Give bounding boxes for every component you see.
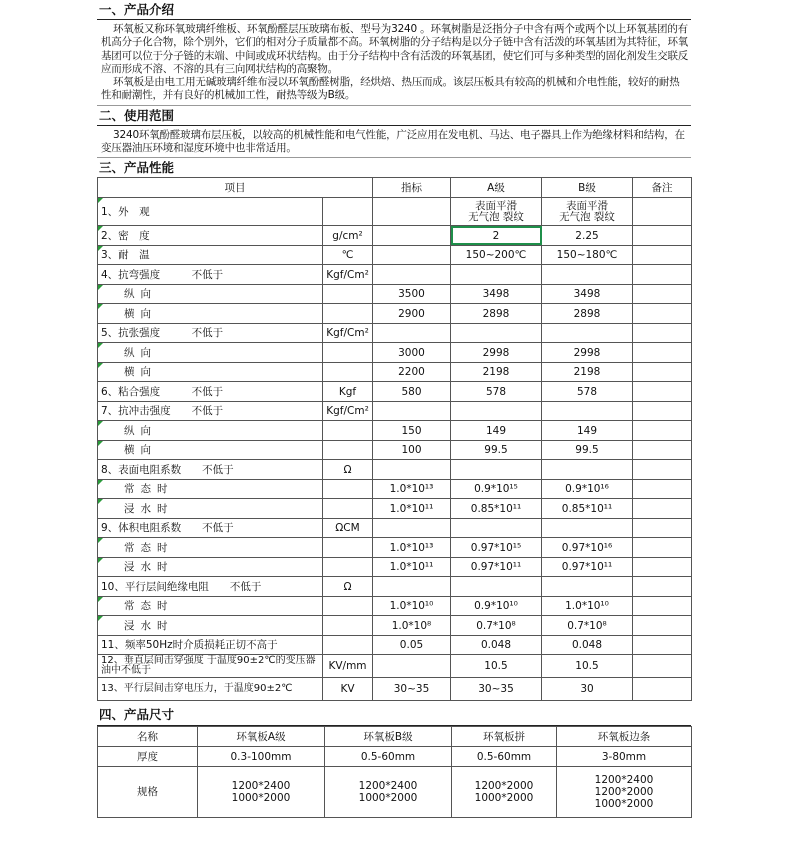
perf-row	[98, 440, 692, 460]
size-header-pin: 环氧板拼	[452, 727, 557, 747]
perf-item-label: 5、抗张强度 不低于	[98, 323, 323, 343]
perf-unit	[323, 479, 373, 499]
perf-item-label: 3、耐 温	[98, 245, 323, 265]
size-row	[98, 767, 692, 818]
perf-note	[633, 479, 692, 499]
perf-row	[98, 635, 692, 655]
perf-grade-b-value: 2898	[542, 304, 633, 324]
perf-note	[633, 538, 692, 558]
perf-item-label: 浸水时	[98, 616, 323, 636]
perf-grade-a-value: 0.7*10⁸	[451, 616, 542, 636]
perf-grade-a-value: 0.9*10¹⁵	[451, 479, 542, 499]
perf-item-label: 2、密 度	[98, 226, 323, 246]
perf-note	[633, 265, 692, 285]
section-title-performance: 三、产品性能	[99, 160, 175, 176]
perf-grade-b-value: 149	[542, 421, 633, 441]
perf-note	[633, 304, 692, 324]
perf-std-value	[373, 460, 451, 480]
perf-note	[633, 655, 692, 678]
perf-note	[633, 245, 692, 265]
perf-grade-b-value: 0.97*10¹¹	[542, 557, 633, 577]
perf-row	[98, 518, 692, 538]
perf-grade-b-value: 30	[542, 678, 633, 701]
perf-header-a: A级	[451, 178, 542, 198]
size-value: 1200*2400 1000*2000	[325, 767, 452, 818]
perf-item-label: 9、体积电阻系数 不低于	[98, 518, 323, 538]
perf-std-value	[373, 323, 451, 343]
perf-grade-b-value: 0.85*10¹¹	[542, 499, 633, 519]
perf-note	[633, 596, 692, 616]
perf-row	[98, 479, 692, 499]
perf-row	[98, 284, 692, 304]
size-row	[98, 747, 692, 767]
perf-item-label: 1、外 观	[98, 198, 323, 226]
perf-grade-b-value: 99.5	[542, 440, 633, 460]
perf-unit	[323, 557, 373, 577]
perf-grade-a-value: 0.048	[451, 635, 542, 655]
perf-grade-a-value: 0.85*10¹¹	[451, 499, 542, 519]
perf-row	[98, 226, 692, 246]
perf-grade-a-value: 3498	[451, 284, 542, 304]
perf-note	[633, 401, 692, 421]
perf-note	[633, 678, 692, 701]
perf-row	[98, 577, 692, 597]
perf-item-label: 13、平行层间击穿电压力，于温度90±2℃	[98, 678, 323, 701]
perf-unit	[323, 635, 373, 655]
perf-std-value	[373, 265, 451, 285]
perf-note	[633, 499, 692, 519]
perf-std-value: 580	[373, 382, 451, 402]
perf-note	[633, 440, 692, 460]
perf-row	[98, 245, 692, 265]
size-table	[97, 726, 692, 818]
section-title-intro: 一、产品介绍	[97, 0, 691, 20]
perf-row	[98, 362, 692, 382]
size-header-b: 环氧板B级	[325, 727, 452, 747]
perf-unit	[323, 362, 373, 382]
perf-unit	[323, 304, 373, 324]
perf-unit: Ω	[323, 460, 373, 480]
perf-row	[98, 538, 692, 558]
perf-item-label: 8、表面电阻系数 不低于	[98, 460, 323, 480]
perf-row	[98, 198, 692, 226]
perf-grade-b-value: 0.97*10¹⁶	[542, 538, 633, 558]
perf-unit	[323, 198, 373, 226]
perf-row	[98, 616, 692, 636]
perf-unit: Kgf/Cm²	[323, 401, 373, 421]
perf-note	[633, 616, 692, 636]
perf-row	[98, 323, 692, 343]
size-value: 1200*2000 1000*2000	[452, 767, 557, 818]
perf-item-label: 横向	[98, 304, 323, 324]
perf-std-value: 0.05	[373, 635, 451, 655]
perf-grade-a-value: 2	[451, 226, 542, 246]
perf-note	[633, 635, 692, 655]
perf-grade-a-value	[451, 401, 542, 421]
perf-item-label: 纵向	[98, 284, 323, 304]
size-row-label: 厚度	[98, 747, 198, 767]
perf-unit	[323, 616, 373, 636]
perf-unit: Kgf/Cm²	[323, 265, 373, 285]
size-value: 0.5-60mm	[325, 747, 452, 767]
perf-grade-b-value: 表面平滑 无气泡 裂纹	[542, 198, 633, 226]
usage-text: 3240环氧酚醛玻璃布层压板，以较高的机械性能和电气性能，广泛应用在发电机、马达、电子器具上作为绝缘材料和结构，在变压器油压环境和湿度环境中也非常适用。	[97, 126, 691, 159]
perf-note	[633, 198, 692, 226]
intro-paragraph-1: 环氧板又称环氧玻璃纤维板、环氧酚醛层压玻璃布板、型号为3240 。环氧树脂是泛指分子中含有两个或两个以上环氧基团的有机高分子化合物，除个别外，它们的相对分子质量都不高。环氧树脂的分子结构是以分子链中含有活泼的环氧基团为其特征，环氧基团可以位于分子链的末端、中间或成环状结构。由于分子结构中含有活泼的环氧基团，使它们可与多种类型的固化剂发生交联反应而形成不溶、不溶的具有三向网状结构的高聚物。	[101, 23, 689, 75]
perf-note	[633, 557, 692, 577]
perf-unit: ΩCM	[323, 518, 373, 538]
perf-item-label: 12、垂直层间击穿强度 于温度90±2℃的变压器油中不低于	[98, 655, 323, 678]
perf-unit: ℃	[323, 245, 373, 265]
perf-grade-a-value: 578	[451, 382, 542, 402]
perf-std-value: 1.0*10¹⁰	[373, 596, 451, 616]
perf-item-label: 4、抗弯强度 不低于	[98, 265, 323, 285]
perf-std-value: 2900	[373, 304, 451, 324]
perf-unit	[323, 538, 373, 558]
perf-item-label: 11、频率50Hz时介质损耗正切不高于	[98, 635, 323, 655]
size-value: 0.5-60mm	[452, 747, 557, 767]
size-header-name: 名称	[98, 727, 198, 747]
perf-std-value: 2200	[373, 362, 451, 382]
perf-grade-b-value: 10.5	[542, 655, 633, 678]
perf-item-label: 常态时	[98, 479, 323, 499]
perf-grade-b-value	[542, 460, 633, 480]
perf-row	[98, 343, 692, 363]
perf-unit	[323, 499, 373, 519]
perf-grade-a-value	[451, 460, 542, 480]
perf-grade-b-value	[542, 265, 633, 285]
perf-std-value	[373, 401, 451, 421]
perf-unit	[323, 343, 373, 363]
perf-unit: Ω	[323, 577, 373, 597]
perf-grade-a-value: 149	[451, 421, 542, 441]
size-value: 3-80mm	[557, 747, 692, 767]
perf-note	[633, 284, 692, 304]
perf-grade-b-value: 150~180℃	[542, 245, 633, 265]
perf-grade-a-value: 0.97*10¹¹	[451, 557, 542, 577]
performance-table	[97, 177, 692, 701]
perf-grade-b-value: 578	[542, 382, 633, 402]
perf-item-label: 横向	[98, 440, 323, 460]
perf-grade-a-value: 0.9*10¹⁰	[451, 596, 542, 616]
perf-unit	[323, 284, 373, 304]
perf-note	[633, 518, 692, 538]
intro-text	[97, 20, 691, 106]
perf-item-label: 常态时	[98, 538, 323, 558]
perf-item-label: 纵向	[98, 343, 323, 363]
perf-std-value	[373, 518, 451, 538]
perf-std-value	[373, 245, 451, 265]
perf-row	[98, 460, 692, 480]
perf-row	[98, 499, 692, 519]
section-title-usage: 二、使用范围	[97, 106, 691, 126]
perf-grade-a-value: 30~35	[451, 678, 542, 701]
perf-unit	[323, 421, 373, 441]
perf-item-label: 纵向	[98, 421, 323, 441]
perf-row	[98, 655, 692, 678]
perf-row	[98, 401, 692, 421]
perf-grade-a-value: 0.97*10¹⁵	[451, 538, 542, 558]
document	[97, 0, 691, 818]
perf-grade-a-value	[451, 265, 542, 285]
perf-grade-a-value: 150~200℃	[451, 245, 542, 265]
perf-row	[98, 304, 692, 324]
size-value: 0.3-100mm	[198, 747, 325, 767]
perf-row	[98, 678, 692, 701]
perf-row	[98, 265, 692, 285]
perf-grade-b-value: 2198	[542, 362, 633, 382]
perf-unit: KV	[323, 678, 373, 701]
perf-unit: Kgf/Cm²	[323, 323, 373, 343]
perf-std-value	[373, 226, 451, 246]
perf-std-value	[373, 198, 451, 226]
perf-unit	[323, 440, 373, 460]
perf-grade-a-value: 99.5	[451, 440, 542, 460]
perf-std-value: 1.0*10⁸	[373, 616, 451, 636]
perf-std-value: 30~35	[373, 678, 451, 701]
perf-std-value: 1.0*10¹³	[373, 538, 451, 558]
size-header-a: 环氧板A级	[198, 727, 325, 747]
perf-grade-b-value: 0.048	[542, 635, 633, 655]
perf-note	[633, 362, 692, 382]
perf-grade-b-value: 1.0*10¹⁰	[542, 596, 633, 616]
perf-item-label: 10、平行层间绝缘电阻 不低于	[98, 577, 323, 597]
perf-grade-b-value	[542, 323, 633, 343]
perf-std-value: 1.0*10¹³	[373, 479, 451, 499]
perf-grade-b-value: 3498	[542, 284, 633, 304]
perf-header-std: 指标	[373, 178, 451, 198]
perf-note	[633, 421, 692, 441]
perf-grade-a-value: 2898	[451, 304, 542, 324]
perf-grade-a-value: 2198	[451, 362, 542, 382]
perf-item-label: 浸水时	[98, 557, 323, 577]
perf-row	[98, 596, 692, 616]
size-header-edge: 环氧板边条	[557, 727, 692, 747]
perf-grade-a-value: 10.5	[451, 655, 542, 678]
perf-unit	[323, 596, 373, 616]
perf-unit: g/cm²	[323, 226, 373, 246]
perf-grade-b-value: 0.9*10¹⁶	[542, 479, 633, 499]
perf-std-value	[373, 577, 451, 597]
perf-std-value	[373, 655, 451, 678]
perf-note	[633, 226, 692, 246]
perf-grade-b-value: 0.7*10⁸	[542, 616, 633, 636]
perf-std-value: 3500	[373, 284, 451, 304]
size-value: 1200*2400 1200*2000 1000*2000	[557, 767, 692, 818]
perf-note	[633, 343, 692, 363]
perf-note	[633, 577, 692, 597]
perf-grade-a-value: 2998	[451, 343, 542, 363]
perf-row	[98, 421, 692, 441]
perf-note	[633, 460, 692, 480]
perf-std-value: 100	[373, 440, 451, 460]
perf-note	[633, 382, 692, 402]
perf-std-value: 3000	[373, 343, 451, 363]
perf-header-b: B级	[542, 178, 633, 198]
perf-grade-b-value: 2.25	[542, 226, 633, 246]
section-title-size: 四、产品尺寸	[97, 704, 691, 726]
perf-grade-a-value	[451, 577, 542, 597]
perf-item-label: 7、抗冲击强度 不低于	[98, 401, 323, 421]
perf-grade-a-value	[451, 323, 542, 343]
perf-grade-b-value	[542, 401, 633, 421]
size-value: 1200*2400 1000*2000	[198, 767, 325, 818]
perf-grade-a-value: 表面平滑 无气泡 裂纹	[451, 198, 542, 226]
perf-item-label: 浸水时	[98, 499, 323, 519]
perf-unit: KV/mm	[323, 655, 373, 678]
perf-item-label: 常态时	[98, 596, 323, 616]
perf-header-item: 项目	[98, 178, 373, 198]
perf-grade-b-value: 2998	[542, 343, 633, 363]
perf-note	[633, 323, 692, 343]
perf-std-value: 1.0*10¹¹	[373, 557, 451, 577]
perf-grade-b-value	[542, 518, 633, 538]
size-row-label: 规格	[98, 767, 198, 818]
perf-item-label: 横向	[98, 362, 323, 382]
perf-row	[98, 557, 692, 577]
perf-grade-a-value	[451, 518, 542, 538]
perf-row	[98, 382, 692, 402]
perf-item-label: 6、粘合强度 不低于	[98, 382, 323, 402]
perf-grade-b-value	[542, 577, 633, 597]
intro-paragraph-2: 环氧板是由电工用无碱玻璃纤维布浸以环氧酚醛树脂，经烘焙、热压而成。该层压板具有较高的机械和介电性能，较好的耐热性和耐潮性，并有良好的机械加工性，耐热等级为B级。	[101, 76, 680, 102]
perf-std-value: 150	[373, 421, 451, 441]
perf-header-note: 备注	[633, 178, 692, 198]
perf-std-value: 1.0*10¹¹	[373, 499, 451, 519]
perf-unit: Kgf	[323, 382, 373, 402]
